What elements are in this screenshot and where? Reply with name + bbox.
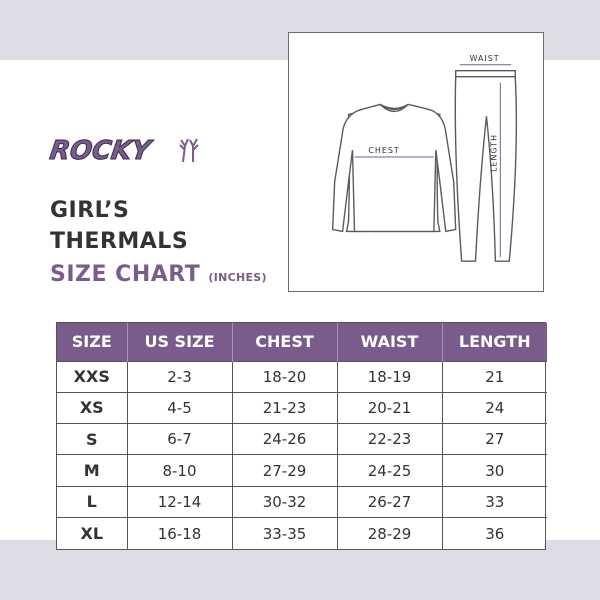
cell-size: XL xyxy=(57,518,127,549)
cell-size: S xyxy=(57,424,127,455)
unit-label: (INCHES) xyxy=(208,271,267,284)
antler-icon xyxy=(178,136,200,164)
table-row xyxy=(57,392,547,423)
cell-length: 36 xyxy=(442,518,547,549)
cell-us-size: 8-10 xyxy=(127,455,232,486)
cell-waist: 18-19 xyxy=(337,361,442,392)
cell-chest: 21-23 xyxy=(232,392,337,423)
cell-size: M xyxy=(57,455,127,486)
size-chart-table xyxy=(56,322,546,550)
header-length: LENGTH xyxy=(458,332,531,352)
table-row xyxy=(57,361,547,392)
cell-chest: 24-26 xyxy=(232,424,337,455)
cell-waist: 24-25 xyxy=(337,455,442,486)
cell-chest: 30-32 xyxy=(232,486,337,517)
chest-label: CHEST xyxy=(368,146,400,156)
cell-us-size: 6-7 xyxy=(127,424,232,455)
cell-chest: 18-20 xyxy=(232,361,337,392)
cell-size: XXS xyxy=(57,361,127,392)
cell-size: XS xyxy=(57,392,127,423)
cell-size: L xyxy=(57,486,127,517)
header-chest: CHEST xyxy=(232,323,337,361)
cell-us-size: 2-3 xyxy=(127,361,232,392)
brand-logo-text: ROCKY xyxy=(47,136,153,166)
table-row xyxy=(57,518,547,549)
garment-diagram-svg xyxy=(289,33,543,291)
cell-length: 21 xyxy=(442,361,547,392)
brand-logo xyxy=(47,132,190,176)
header-us-size: US SIZE xyxy=(127,323,232,361)
cell-length: 27 xyxy=(442,424,547,455)
table-row xyxy=(57,486,547,517)
heading-line-2: THERMALS xyxy=(50,229,189,254)
header-size: SIZE xyxy=(57,323,127,361)
size-chart-title: SIZE CHART xyxy=(50,262,201,287)
cell-us-size: 4-5 xyxy=(127,392,232,423)
cell-length: 33 xyxy=(442,486,547,517)
cell-chest: 33-35 xyxy=(232,518,337,549)
table-row xyxy=(57,424,547,455)
cell-chest: 27-29 xyxy=(232,455,337,486)
waist-label: WAIST xyxy=(469,53,500,63)
garment-diagram xyxy=(288,32,544,292)
table-header-row xyxy=(57,323,547,361)
length-label: LENGTH xyxy=(489,133,499,172)
cell-length: 24 xyxy=(442,392,547,423)
cell-waist: 22-23 xyxy=(337,424,442,455)
heading-line-1: GIRL’S xyxy=(50,198,130,223)
cell-waist: 20-21 xyxy=(337,392,442,423)
header-waist: WAIST xyxy=(337,323,442,361)
cell-waist: 26-27 xyxy=(337,486,442,517)
leggings-illustration xyxy=(455,71,516,262)
cell-us-size: 12-14 xyxy=(127,486,232,517)
cell-waist: 28-29 xyxy=(337,518,442,549)
cell-length: 30 xyxy=(442,455,547,486)
cell-us-size: 16-18 xyxy=(127,518,232,549)
heading-line-3 xyxy=(50,262,267,287)
table-row xyxy=(57,455,547,486)
